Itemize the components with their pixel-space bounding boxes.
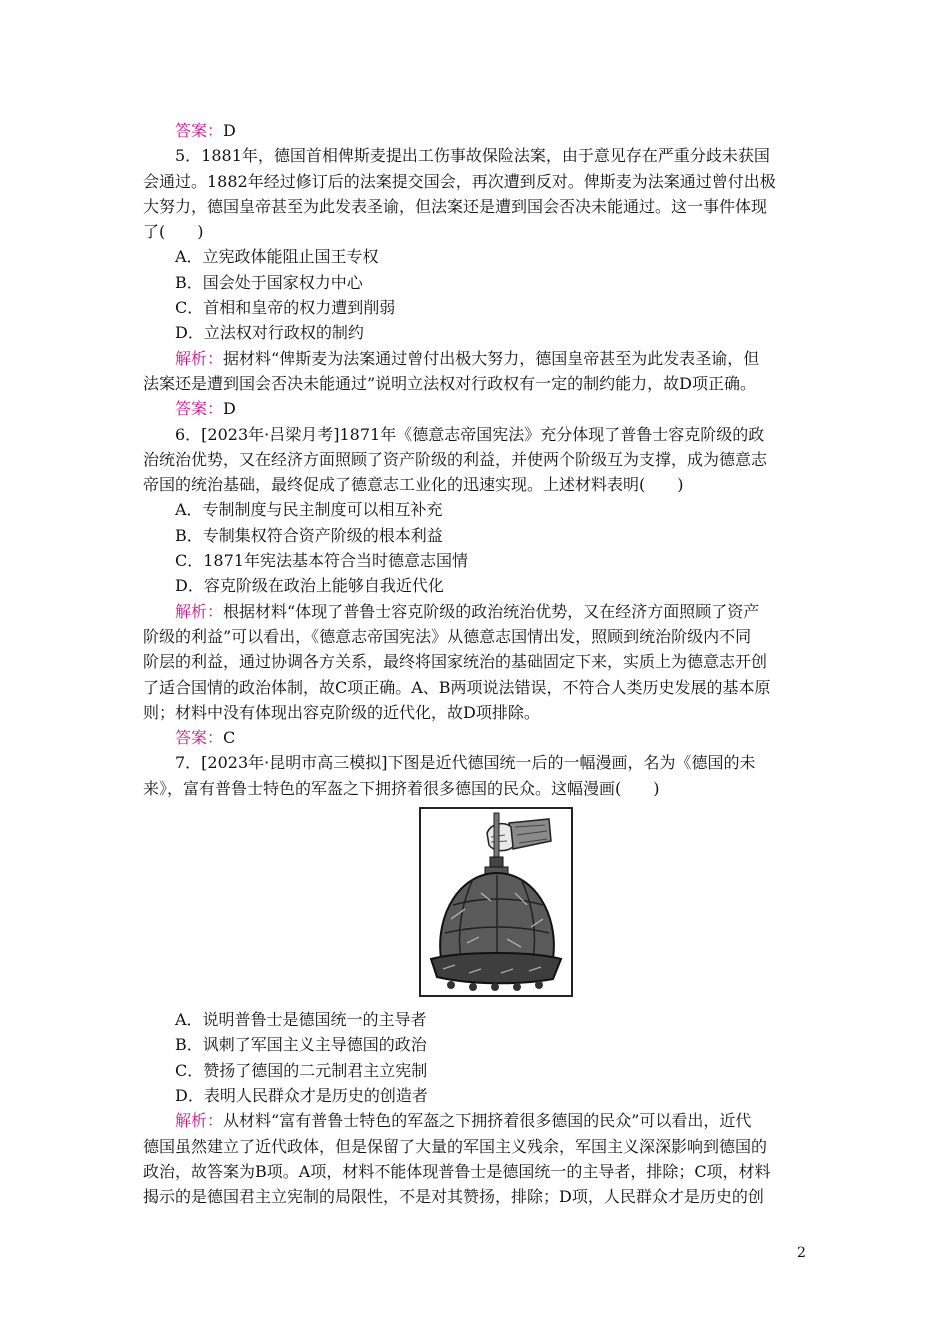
analysis-line xyxy=(143,346,809,371)
question-5-stem-line: 大努力，德国皇帝甚至为此发表圣谕，但法案还是遭到国会否决未能通过。这一事件体现 xyxy=(143,196,768,216)
analysis-line: 则；材料中没有体现出容克阶级的近代化，故D项排除。 xyxy=(143,702,540,722)
analysis-text: 据材料“俾斯麦为法案通过曾付出极大努力，德国皇帝甚至为此发表圣谕，但 xyxy=(223,348,760,368)
analysis-line: 揭示的是德国君主立宪制的局限性，不是对其赞扬，排除；D项，人民群众才是历史的创 xyxy=(143,1187,764,1207)
answer-value: C xyxy=(223,728,236,748)
question-7-stem-line: 7．[2023年·昆明市高三模拟]下图是近代德国统一后的一幅漫画，名为《德国的未 xyxy=(175,753,756,773)
question-5-option-a: A．立宪政体能阻止国王专权 xyxy=(175,247,379,267)
answer-value: D xyxy=(223,399,236,419)
analysis-label: 解析： xyxy=(175,1111,224,1131)
analysis-line: 阶级的利益”可以看出，《德意志帝国宪法》从德意志国情出发，照顾到统治阶级内不同 xyxy=(143,626,752,646)
document-page xyxy=(143,118,809,1209)
question-5-stem-line: 会通过。1882年经过修订后的法案提交国会，再次遭到反对。俾斯麦为法案通过曾付出极 xyxy=(143,171,776,191)
question-7-stem-line: 来》，富有普鲁士特色的军盔之下拥挤着很多德国的民众。这幅漫画( ) xyxy=(143,778,660,798)
question-7-option-b: B．讽刺了军国主义主导德国的政治 xyxy=(175,1035,427,1055)
question-6-stem-line: 帝国的统治基础，最终促成了德意志工业化的迅速实现。上述材料表明( ) xyxy=(143,475,684,495)
answer-line xyxy=(143,725,809,750)
question-6-option-b: B．专制集权符合资产阶级的根本利益 xyxy=(175,525,443,545)
question-7-option-a: A．说明普鲁士是德国统一的主导者 xyxy=(175,1010,427,1030)
analysis-text: 从材料“富有普鲁士特色的军盔之下拥挤着很多德国的民众”可以看出，近代 xyxy=(223,1111,752,1131)
analysis-line: 阶层的利益，通过协调各方关系，最终将国家统治的基础固定下来，实质上为德意志开创 xyxy=(143,652,768,672)
analysis-line xyxy=(143,1108,809,1133)
question-7-option-d: D．表明人民群众才是历史的创造者 xyxy=(175,1085,428,1105)
analysis-label: 解析： xyxy=(175,348,224,368)
helmet-cartoon-image xyxy=(421,809,571,995)
answer-label: 答案： xyxy=(175,121,224,140)
question-5-option-b: B．国会处于国家权力中心 xyxy=(175,272,363,292)
answer-line xyxy=(143,118,809,143)
question-5 xyxy=(143,143,809,421)
question-6 xyxy=(143,422,809,751)
analysis-line: 法案还是遭到国会否决未能通过”说明立法权对行政权有一定的制约能力，故D项正确。 xyxy=(143,373,757,393)
answer-label: 答案： xyxy=(175,399,224,419)
question-6-stem-line: 6．[2023年·吕梁月考]1871年《德意志帝国宪法》充分体现了普鲁士容克阶级的政 xyxy=(175,424,765,444)
analysis-line: 了适合国情的政治体制，故C项正确。A、B两项说法错误，不符合人类历史发展的基本原 xyxy=(143,677,771,697)
answer-value: D xyxy=(223,121,236,140)
question-6-option-a: A．专制制度与民主制度可以相互补充 xyxy=(175,500,443,520)
question-6-stem-line: 治统治优势，又在经济方面照顾了资产阶级的利益，并使两个阶级互为支撑，成为德意志 xyxy=(143,449,768,469)
answer-line xyxy=(143,396,809,421)
analysis-line: 政治，故答案为B项。A项，材料不能体现普鲁士是德国统一的主导者，排除；C项，材料 xyxy=(143,1161,771,1181)
question-6-option-d: D．容克阶级在政治上能够自我近代化 xyxy=(175,576,444,596)
question-5-option-c: C．首相和皇帝的权力遭到削弱 xyxy=(175,298,396,318)
question-7-option-c: C．赞扬了德国的二元制君主立宪制 xyxy=(175,1060,428,1080)
analysis-line xyxy=(143,599,809,624)
answer-label: 答案： xyxy=(175,728,224,748)
analysis-line: 德国虽然建立了近代政体，但是保留了大量的军国主义残余，军国主义深深影响到德国的 xyxy=(143,1136,768,1156)
question-5-option-d: D．立法权对行政权的制约 xyxy=(175,323,364,343)
cartoon-frame xyxy=(419,807,573,997)
question-7 xyxy=(143,750,809,1209)
analysis-text: 根据材料“体现了普鲁士容克阶级的政治统治优势，又在经济方面照顾了资产 xyxy=(223,601,760,621)
page-number: 2 xyxy=(797,1245,806,1261)
analysis-label: 解析： xyxy=(175,601,224,621)
question-5-stem-line: 5．1881年，德国首相俾斯麦提出工伤事故保险法案，由于意见存在严重分歧未获国 xyxy=(175,146,770,166)
question-5-stem-line: 了( ) xyxy=(143,222,204,242)
question-6-option-c: C．1871年宪法基本符合当时德意志国情 xyxy=(175,551,468,571)
cartoon-figure xyxy=(143,807,809,997)
